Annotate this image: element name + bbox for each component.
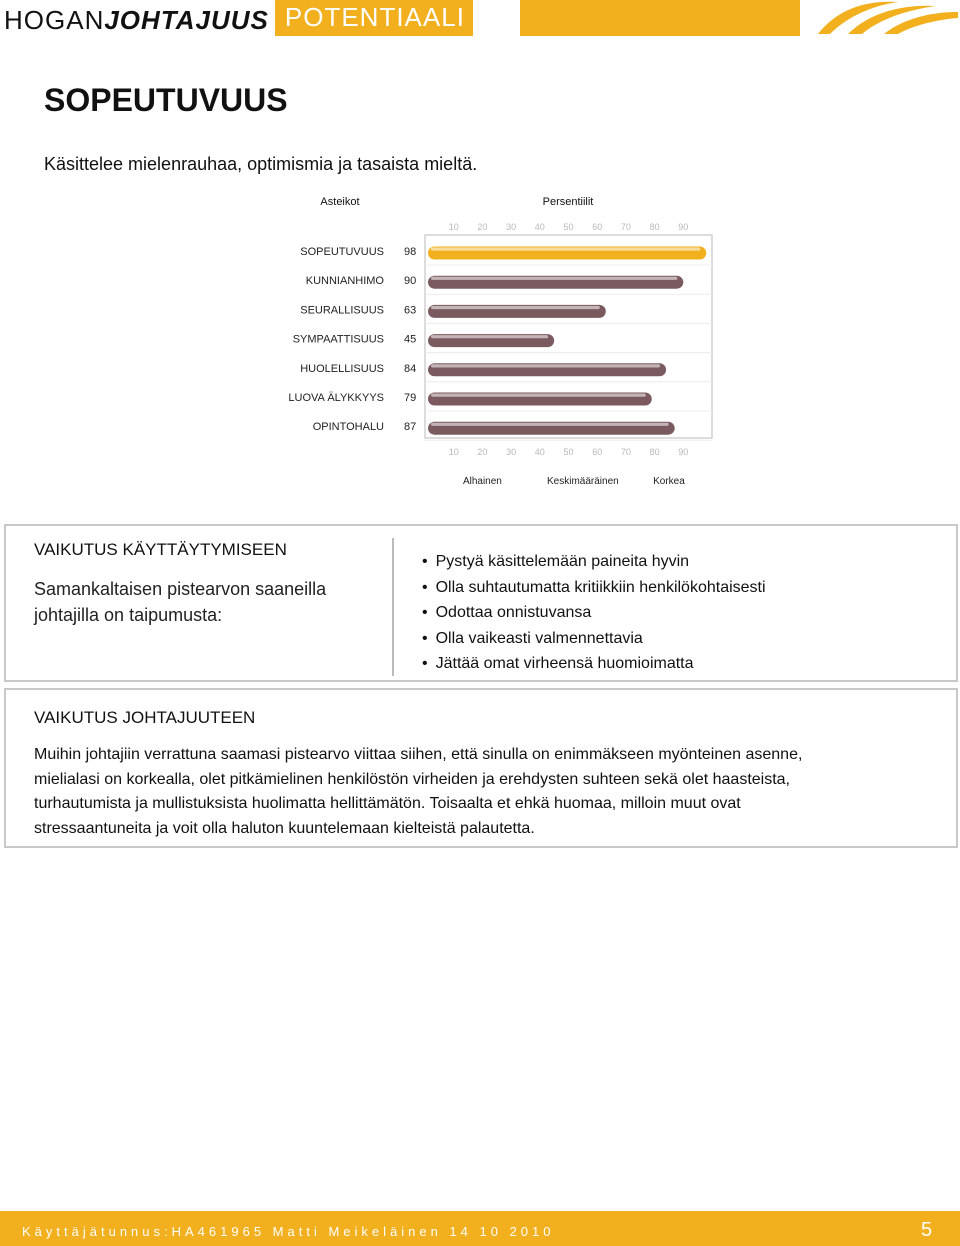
category-label: HUOLELLISUUS bbox=[300, 362, 384, 375]
percentile-header: Persentiilit bbox=[542, 196, 594, 208]
page-title: SOPEUTUVUUS bbox=[44, 82, 288, 118]
footer-user-id: Käyttäjätunnus:HA461965 Matti Meikeläinen 14 10 2010 bbox=[22, 1224, 555, 1239]
tick-label: 40 bbox=[534, 447, 545, 457]
tick-label: 70 bbox=[620, 447, 631, 457]
score-value: 87 bbox=[404, 421, 417, 434]
behavior-divider bbox=[392, 538, 394, 676]
behavior-lead: Samankaltaisen pistearvon saaneilla johtajilla on taipumusta: bbox=[34, 579, 327, 625]
leadership-box bbox=[4, 688, 958, 848]
page-number: 5 bbox=[921, 1219, 933, 1241]
tick-label: 50 bbox=[563, 222, 574, 232]
tick-label: 10 bbox=[448, 447, 459, 457]
brand-part-potentiaali: POTENTIAALI bbox=[275, 0, 473, 36]
category-label: KUNNIANHIMO bbox=[305, 275, 384, 288]
tick-label: 40 bbox=[534, 222, 545, 232]
leadership-heading: VAIKUTUS JOHTAJUUTEEN bbox=[34, 708, 256, 727]
leadership-line: Muihin johtajiin verrattuna saamasi pistearvo viittaa siihen, että sinulla on enimmäkseen myönteinen asenne, bbox=[34, 746, 803, 763]
score-bar-highlight bbox=[431, 394, 646, 397]
category-label: SEURALLISUUS bbox=[300, 304, 384, 317]
category-label: OPINTOHALU bbox=[312, 421, 384, 434]
score-bar-highlight bbox=[431, 364, 660, 367]
band-label: Alhainen bbox=[462, 476, 502, 487]
score-value: 79 bbox=[404, 392, 417, 404]
tick-label: 30 bbox=[506, 222, 517, 232]
category-label: SYMPAATTISUUS bbox=[292, 333, 384, 346]
percentile-chart bbox=[0, 0, 960, 500]
behavior-bullet: • Jättää omat virheensä huomioimatta bbox=[422, 651, 766, 677]
behavior-heading: VAIKUTUS KÄYTTÄYTYMISEEN bbox=[34, 540, 287, 559]
tick-label: 60 bbox=[592, 447, 603, 457]
tick-label: 20 bbox=[477, 222, 488, 232]
behavior-bullet: • Olla suhtautumatta kritiikkiin henkilökohtaisesti bbox=[422, 575, 766, 601]
tick-label: 70 bbox=[620, 222, 631, 232]
band-label: Korkea bbox=[653, 476, 685, 487]
score-bar-highlight bbox=[431, 335, 548, 338]
score-value: 90 bbox=[404, 275, 417, 288]
page-subtitle: Käsittelee mielenrauhaa, optimismia ja tasaista mieltä. bbox=[44, 154, 478, 174]
score-value: 63 bbox=[404, 304, 417, 317]
tick-label: 60 bbox=[592, 222, 603, 232]
leadership-line: turhautumista ja mullistuksista huolimatta hellittämätön. Toisaalta et ehkä huomaa, milloin muut ovat bbox=[34, 795, 741, 812]
band-label: Keskimääräinen bbox=[546, 476, 619, 487]
category-label: SOPEUTUVUUS bbox=[300, 246, 384, 258]
brand-part-johtajuus: JOHTAJUUS bbox=[104, 5, 269, 35]
tick-label: 20 bbox=[477, 447, 488, 457]
tick-label: 10 bbox=[448, 222, 459, 232]
score-bar-highlight bbox=[431, 423, 669, 426]
brand-part-hogan: HOGAN bbox=[4, 5, 105, 35]
behavior-bullet: • Pystyä käsittelemään paineita hyvin bbox=[422, 549, 766, 575]
category-label: LUOVA ÄLYKKYYS bbox=[288, 392, 384, 404]
tick-label: 50 bbox=[563, 447, 574, 457]
leadership-line: mielialasi on korkealla, olet pitkämielinen henkilöstön virheiden ja erehdysten suhteen sekä olet haasteista, bbox=[34, 770, 790, 788]
behavior-bullet: • Odottaa onnistuvansa bbox=[422, 600, 766, 626]
tick-label: 80 bbox=[649, 447, 660, 457]
score-value: 45 bbox=[404, 333, 417, 346]
behavior-bullet: • Olla vaikeasti valmennettavia bbox=[422, 626, 766, 652]
leadership-paragraph bbox=[34, 743, 802, 841]
scales-header: Asteikot bbox=[320, 196, 360, 208]
tick-label: 90 bbox=[678, 222, 689, 232]
behavior-bullet-list bbox=[422, 549, 766, 677]
tick-label: 90 bbox=[678, 447, 689, 457]
score-bar-highlight bbox=[431, 277, 677, 280]
behavior-box bbox=[4, 524, 958, 682]
score-value: 98 bbox=[404, 246, 417, 258]
score-value: 84 bbox=[404, 362, 417, 375]
tick-label: 80 bbox=[649, 222, 660, 232]
tick-label: 30 bbox=[506, 447, 517, 457]
leadership-line: stressaantuneita ja voit olla haluton kuuntelemaan kielteistä palautetta. bbox=[34, 819, 535, 837]
score-bar-highlight bbox=[431, 248, 700, 251]
score-bar-highlight bbox=[431, 306, 600, 309]
